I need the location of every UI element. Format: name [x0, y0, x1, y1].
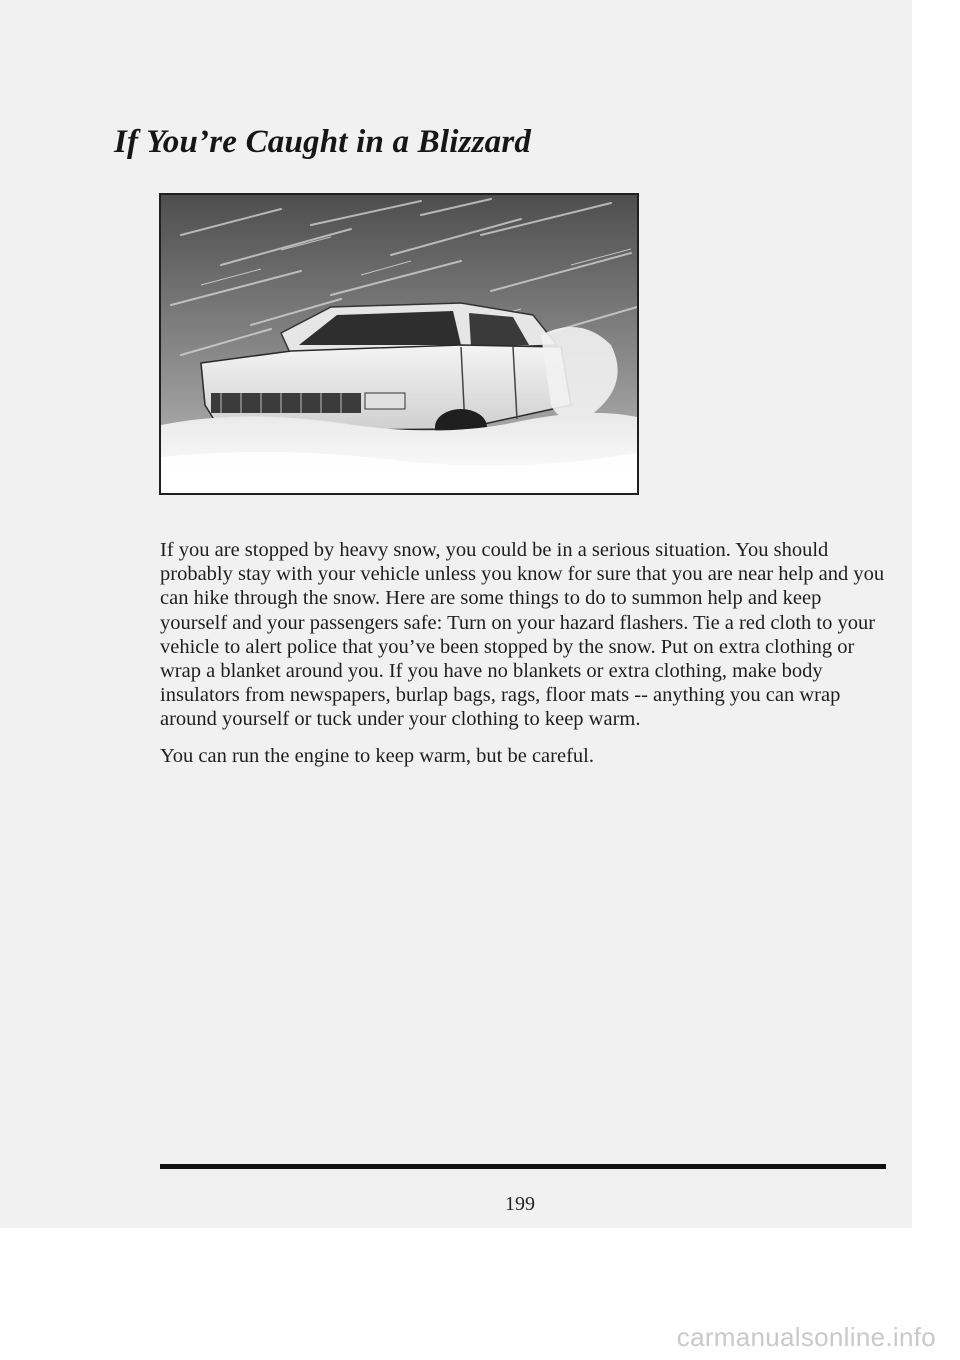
car-stuck-in-snowstorm-illustration	[159, 193, 639, 495]
paragraph-blizzard-advice: If you are stopped by heavy snow, you could be in a serious situation. You should probably stay with your vehicle unless you know for sure that you are near help and you can hike through the snow. Here are some things to do to summon help and keep yourself and your passengers safe: Turn on your hazard flashers. Tie a red cloth to your vehicle to alert police that you’ve been stopped by the snow. Put on extra clothing or wrap a blanket around you. If you have no blankets or extra clothing, make body insulators from newspapers, burlap bags, rags, floor mats -- anything you can wrap around yourself or tuck under your clothing to keep warm.	[160, 539, 885, 731]
footer-rule	[160, 1164, 886, 1169]
site-watermark: carmanualsonline.info	[676, 1322, 936, 1352]
body-text	[160, 538, 890, 780]
section-title: If You’re Caught in a Blizzard	[114, 124, 532, 160]
paragraph-engine-warning: You can run the engine to keep warm, but be careful.	[160, 744, 594, 767]
page-number: 199	[505, 1193, 535, 1215]
blizzard-scene-svg	[161, 195, 637, 493]
